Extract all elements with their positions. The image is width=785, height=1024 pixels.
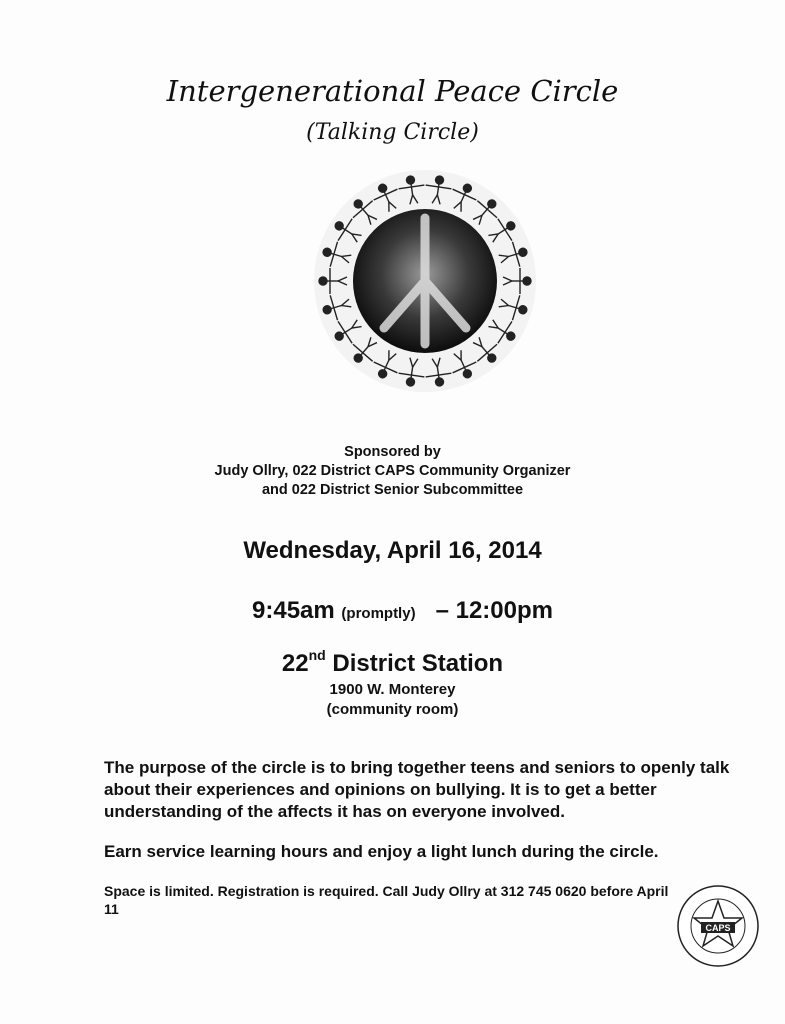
time-note: (promptly) (341, 605, 416, 622)
station-name (0, 647, 785, 678)
event-date: Wednesday, April 16, 2014 (243, 537, 542, 564)
time-start: 9:45am (252, 597, 335, 624)
station-address: 1900 W. Monterey (329, 681, 456, 698)
address-block (0, 680, 785, 720)
sponsor-block (0, 443, 785, 500)
station-suffix: nd (308, 647, 326, 663)
station-label: District Station (332, 650, 504, 677)
caps-badge-text: CAPS (705, 923, 731, 933)
earn-text: Earn service learning hours and enjoy a light lunch during the circle. (104, 842, 659, 861)
sponsor-committee: and 022 District Senior Subcommittee (261, 482, 524, 498)
time-end: – 12:00pm (435, 597, 553, 624)
sponsor-organizer: Judy Ollry, 022 District CAPS Community Organizer (214, 463, 571, 479)
registration-text: Space is limited. Registration is required. Call Judy Ollry at 312 745 0620 before April 11 (104, 883, 669, 917)
purpose-text: The purpose of the circle is to bring together teens and seniors to openly talk about their experiences and opinions on bullying. It is to get a better understanding of the affects it has on everyone involved. (104, 758, 730, 821)
flyer-subtitle: (Talking Circle) (306, 120, 479, 145)
caps-badge-icon (676, 884, 760, 968)
station-number: 22 (281, 650, 309, 677)
flyer-title: Intergenerational Peace Circle (166, 74, 619, 108)
sponsor-heading: Sponsored by (344, 444, 441, 460)
peace-earth-children-icon (312, 168, 538, 394)
event-time (252, 597, 553, 625)
station-room: (community room) (326, 701, 459, 718)
